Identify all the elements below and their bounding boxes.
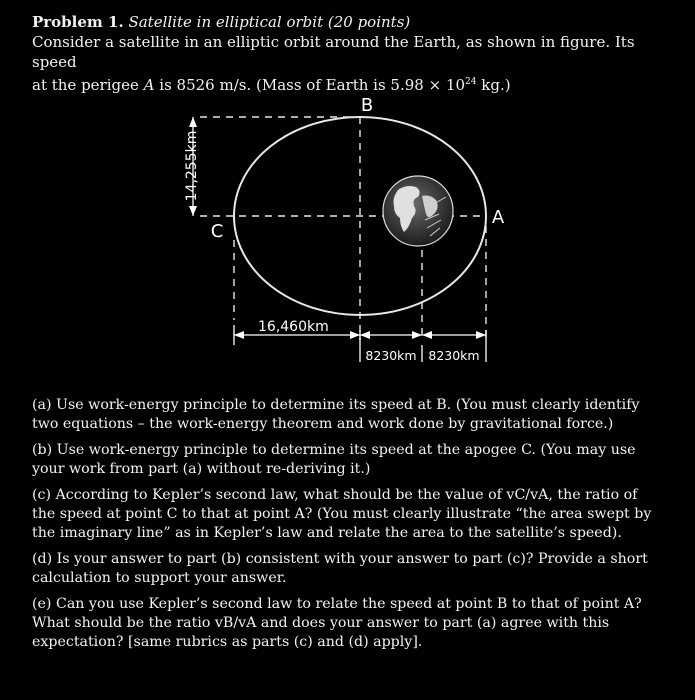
- point-A-label: A: [491, 207, 505, 228]
- major-axis-label: 16,460km: [258, 319, 329, 335]
- problem-title: Satellite in elliptical orbit (20 points): [128, 13, 411, 31]
- focus-distance-label-1: 8230km: [365, 348, 417, 363]
- problem-intro: Consider a satellite in an elliptic orbit around the Earth, as shown in figure. Its speed at the perigee A is 8526 m/s. (Mass of Earth is $5.98 \times 10^{24}$ kg.): [32, 33, 635, 94]
- part-e: (e) Can you use Kepler’s second law to relate the speed at point B to that of point A? What should be the ratio vB/vA and does your answer to part (a) agree with this expectation? [same rubrics as parts (c) and (d) apply].: [32, 596, 642, 650]
- earth-icon: [383, 176, 453, 246]
- part-c: (c) According to Kepler’s second law, what should be the value of vC/vA, the ratio of the speed at point C to that at point A? (You must clearly illustrate “the area swept by the imaginary line” as in Kepler’s law and relate the area to the satellite’s speed).: [32, 487, 652, 541]
- question-parts: [32, 396, 660, 659]
- point-B-label: B: [360, 95, 374, 116]
- minor-axis-label: 14,255km: [184, 130, 200, 202]
- problem-number: Problem 1.: [32, 13, 124, 31]
- point-C-label: C: [210, 221, 224, 242]
- intro-line-1: Consider a satellite in an elliptic orbit around the Earth, as shown in figure. Its speed: [32, 33, 635, 71]
- part-d: (d) Is your answer to part (b) consistent with your answer to part (c)? Provide a short calculation to support your answer.: [32, 551, 648, 586]
- part-b: (b) Use work-energy principle to determine its speed at the apogee C. (You may use your work from part (a) without re-deriving it.): [32, 442, 636, 477]
- focus-distance-label-2: 8230km: [428, 348, 480, 363]
- part-a: (a) Use work-energy principle to determine its speed at B. (You must clearly identify two equations – the work-energy theorem and work done by gravitational force.): [32, 397, 640, 432]
